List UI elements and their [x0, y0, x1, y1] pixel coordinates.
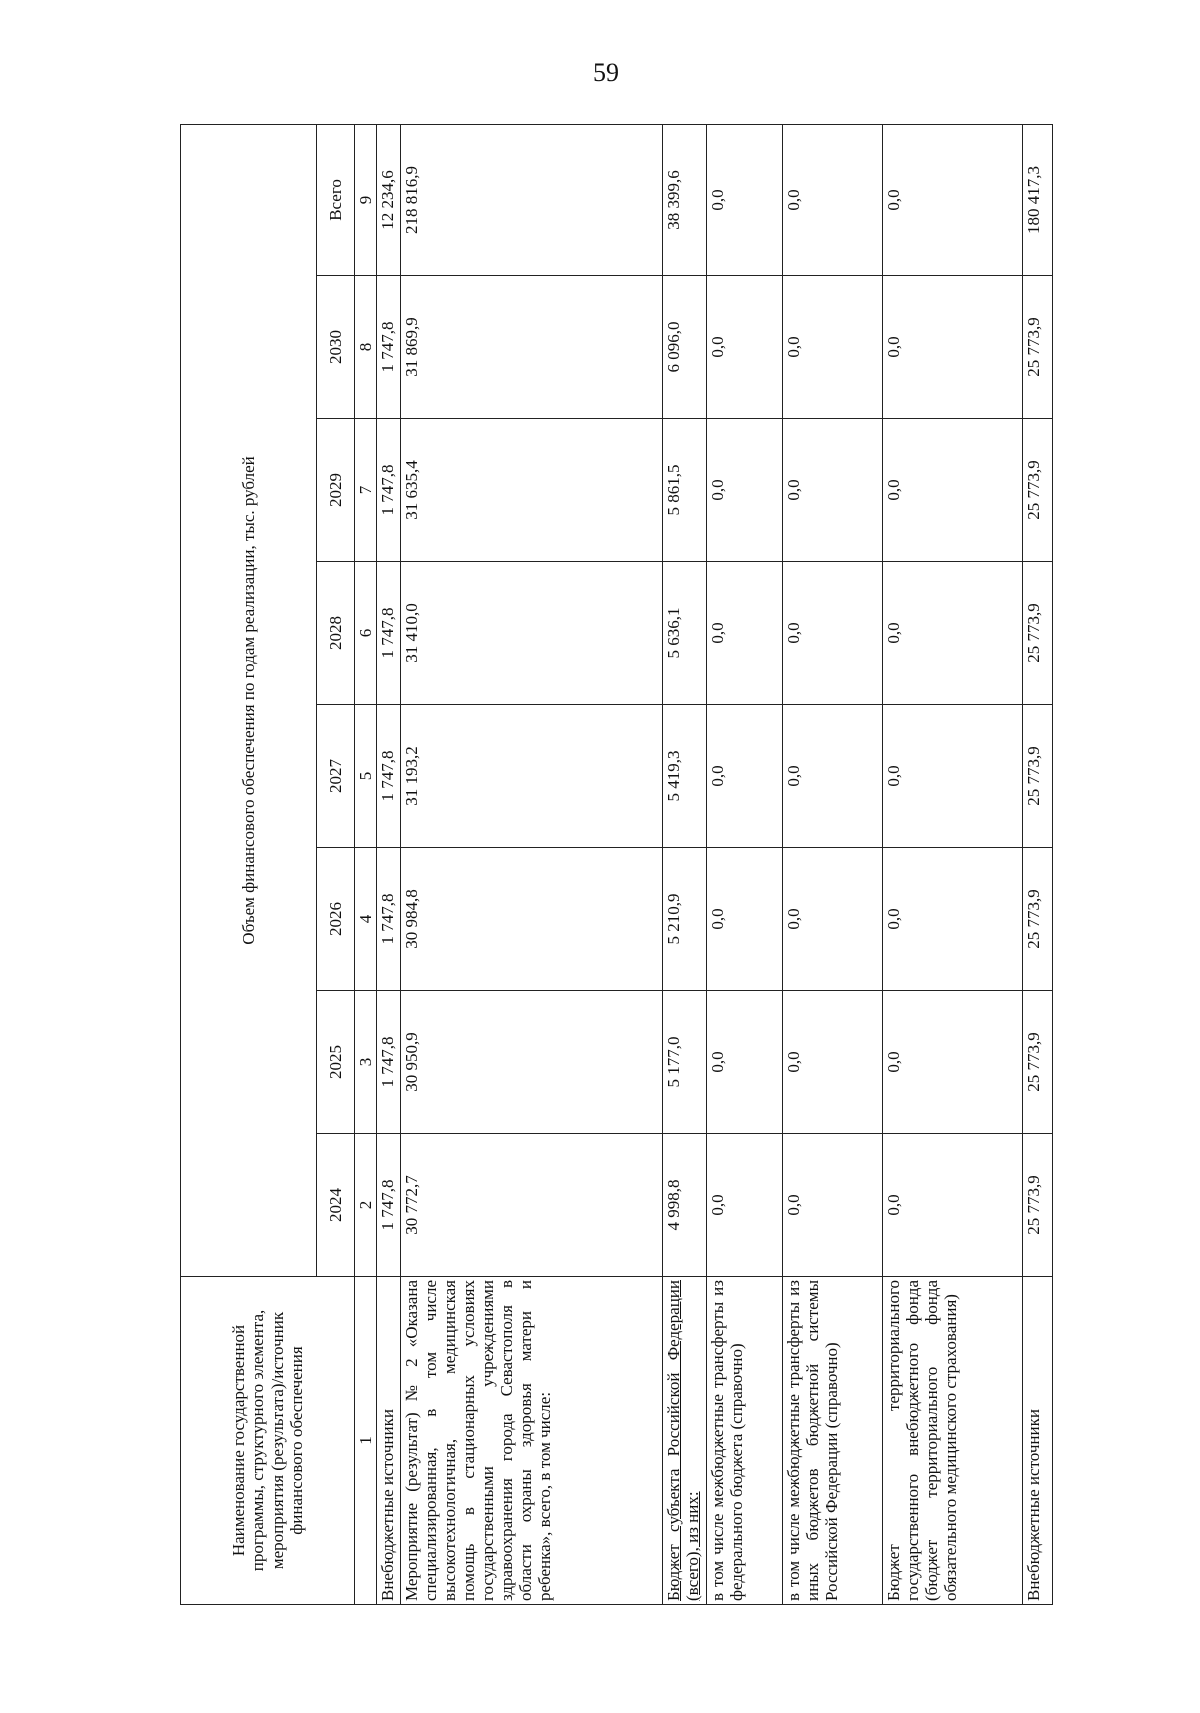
- column-number: 1: [355, 1277, 377, 1605]
- page-number: 59: [593, 58, 619, 87]
- row-value: 0,0: [783, 419, 883, 562]
- table-row: [1023, 124, 1053, 1604]
- financing-table: [180, 124, 1053, 1605]
- year-header: 2029: [317, 419, 355, 562]
- row-value: 31 193,2: [401, 705, 663, 848]
- row-value: 0,0: [783, 1134, 883, 1277]
- table-row: [883, 124, 1023, 1604]
- year-header: 2030: [317, 276, 355, 419]
- row-value: 1 747,8: [377, 848, 401, 991]
- row-value: 25 773,9: [1023, 705, 1053, 848]
- row-value: 5 419,3: [663, 705, 707, 848]
- row-value: 30 772,7: [401, 1134, 663, 1277]
- row-value: 0,0: [707, 1134, 783, 1277]
- row-label: Внебюджетные источники: [1023, 1277, 1053, 1605]
- total-header: Всего: [317, 124, 355, 275]
- row-label: Бюджет субъекта Российской Федерации (всего), из них:: [663, 1277, 707, 1605]
- row-total: 0,0: [707, 124, 783, 275]
- year-header: 2027: [317, 705, 355, 848]
- row-value: 0,0: [707, 848, 783, 991]
- row-label: в том числе межбюджетные трансферты из иных бюджетов бюджетной системы Российской Федерации (справочно): [783, 1277, 883, 1605]
- header-row-top: [181, 124, 317, 1604]
- table-row: [377, 124, 401, 1604]
- row-value: 1 747,8: [377, 419, 401, 562]
- row-value: 0,0: [783, 991, 883, 1134]
- row-label: в том числе межбюджетные трансферты из федерального бюджета (справочно): [707, 1277, 783, 1605]
- table-row: [707, 124, 783, 1604]
- row-value: 0,0: [883, 419, 1023, 562]
- year-header: 2026: [317, 848, 355, 991]
- row-value: 31 635,4: [401, 419, 663, 562]
- row-value: 25 773,9: [1023, 848, 1053, 991]
- row-value: 5 210,9: [663, 848, 707, 991]
- rotated-table-wrapper: [180, 125, 1050, 1605]
- row-value: 1 747,8: [377, 276, 401, 419]
- row-total: 12 234,6: [377, 124, 401, 275]
- column-number: 2: [355, 1134, 377, 1277]
- row-value: 0,0: [883, 1134, 1023, 1277]
- row-value: 0,0: [707, 991, 783, 1134]
- column-number: 6: [355, 562, 377, 705]
- row-value: 5 861,5: [663, 419, 707, 562]
- row-value: 25 773,9: [1023, 562, 1053, 705]
- row-value: 25 773,9: [1023, 276, 1053, 419]
- row-label: Бюджет территориального государственного внебюджетного фонда (бюджет территориального фонда обязательного медицинского страхования): [883, 1277, 1023, 1605]
- row-value: 31 410,0: [401, 562, 663, 705]
- column-number: 3: [355, 991, 377, 1134]
- column-number: 8: [355, 276, 377, 419]
- row-value: 25 773,9: [1023, 991, 1053, 1134]
- row-value: 5 177,0: [663, 991, 707, 1134]
- row-value: 5 636,1: [663, 562, 707, 705]
- column-number: 7: [355, 419, 377, 562]
- row-value: 30 984,8: [401, 848, 663, 991]
- row-value: 0,0: [783, 848, 883, 991]
- row-value: 25 773,9: [1023, 1134, 1053, 1277]
- row-total: 38 399,6: [663, 124, 707, 275]
- row-value: 1 747,8: [377, 1134, 401, 1277]
- column-number: 9: [355, 124, 377, 275]
- column-number: 5: [355, 705, 377, 848]
- row-total: 0,0: [783, 124, 883, 275]
- row-label: Внебюджетные источники: [377, 1277, 401, 1605]
- table-row: [663, 124, 707, 1604]
- column-number-row: [355, 124, 377, 1604]
- row-total: 218 816,9: [401, 124, 663, 275]
- row-value: 6 096,0: [663, 276, 707, 419]
- row-total: 0,0: [883, 124, 1023, 275]
- row-value: 0,0: [707, 419, 783, 562]
- row-value: 0,0: [883, 276, 1023, 419]
- row-value: 0,0: [883, 705, 1023, 848]
- row-value: 31 869,9: [401, 276, 663, 419]
- volume-header: Объем финансового обеспечения по годам реализации, тыс. рублей: [181, 124, 317, 1276]
- row-value: 25 773,9: [1023, 419, 1053, 562]
- row-value: 0,0: [883, 991, 1023, 1134]
- row-value: 0,0: [883, 562, 1023, 705]
- name-header: Наименование государственной программы, структурного элемента, мероприятия (результата)/источник финансового обеспечения: [181, 1277, 355, 1605]
- year-header: 2025: [317, 991, 355, 1134]
- table-row: [401, 124, 663, 1604]
- row-value: 30 950,9: [401, 991, 663, 1134]
- row-value: 1 747,8: [377, 991, 401, 1134]
- row-value: 1 747,8: [377, 562, 401, 705]
- row-value: 0,0: [783, 562, 883, 705]
- year-header: 2024: [317, 1134, 355, 1277]
- row-value: 0,0: [783, 705, 883, 848]
- row-total: 180 417,3: [1023, 124, 1053, 275]
- row-label: Мероприятие (результат) № 2 «Оказана специализированная, в том числе высокотехнологичная, медицинская помощь в стационарных условиях государственными учреждениями здравоохранения города Севастополя в области охраны здоровья матери и ребенка», всего, в том числе:: [401, 1277, 663, 1605]
- row-value: 0,0: [707, 705, 783, 848]
- row-value: 0,0: [783, 276, 883, 419]
- row-value: 0,0: [883, 848, 1023, 991]
- table-row: [783, 124, 883, 1604]
- row-value: 1 747,8: [377, 705, 401, 848]
- row-value: 4 998,8: [663, 1134, 707, 1277]
- row-value: 0,0: [707, 562, 783, 705]
- column-number: 4: [355, 848, 377, 991]
- year-header: 2028: [317, 562, 355, 705]
- row-value: 0,0: [707, 276, 783, 419]
